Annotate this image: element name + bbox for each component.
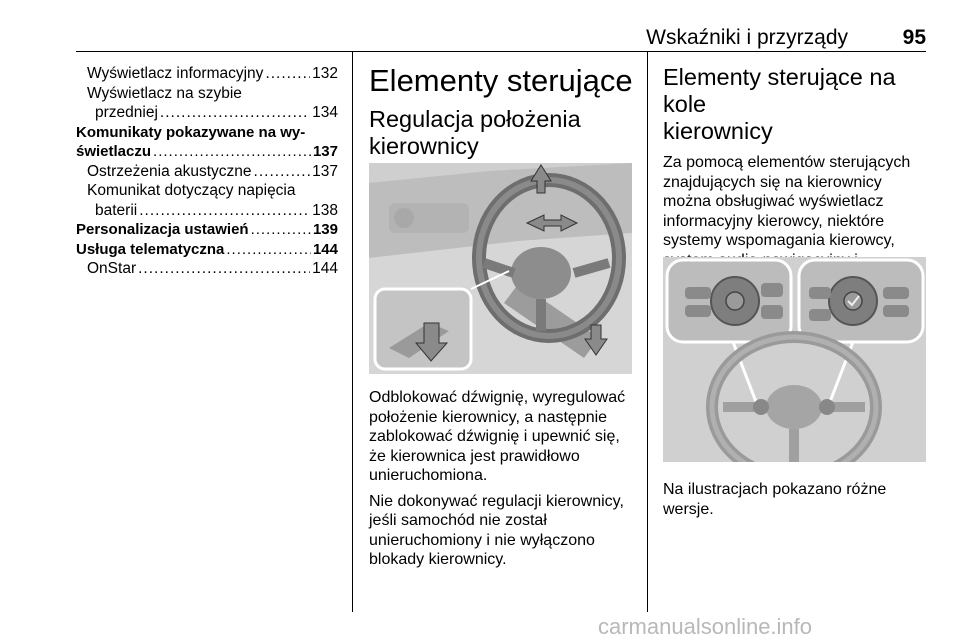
toc-entry[interactable]: Komunikaty pokazywane na wy- — [76, 123, 306, 141]
toc-entry[interactable]: Personalizacja ustawień ..... 139 — [76, 220, 338, 240]
toc-entry[interactable]: świetlaczu ..... 137 — [76, 142, 338, 162]
right-column — [663, 64, 925, 290]
page-number: 95 — [902, 26, 926, 49]
toc-entry[interactable]: OnStar ..... 144 — [76, 259, 338, 279]
page-header — [76, 24, 926, 52]
column-divider-right — [647, 52, 648, 612]
toc-entry[interactable]: baterii ..... 138 — [76, 201, 338, 221]
adjustment-paragraph: Odblokować dźwignię, wyregulować położenie kierownicy, a następnie zablokować dźwignię i upewnić się, że kierownica jest prawidłowo unieruchomiona. — [369, 389, 626, 484]
header-rule — [76, 51, 926, 52]
section-heading: Elementy sterujące — [369, 63, 633, 98]
watermark: carmanualsonline.info — [598, 614, 813, 639]
section-heading-controls: Elementy sterujące na kole kierownicy — [663, 64, 896, 144]
table-of-contents — [76, 64, 338, 279]
column-divider-left — [352, 52, 353, 612]
section-title: Wskaźniki i przyrządy — [646, 26, 848, 49]
toc-entry[interactable]: Ostrzeżenia akustyczne ..... 137 — [76, 162, 338, 182]
adjustment-text — [369, 388, 635, 576]
steering-controls-illustration — [663, 257, 926, 462]
toc-entry[interactable]: Wyświetlacz na szybie — [87, 84, 242, 102]
middle-column — [369, 64, 635, 160]
toc-entry[interactable]: przedniej ..... 134 — [76, 103, 338, 123]
toc-entry[interactable]: Usługa telematyczna ..... 144 — [76, 240, 338, 260]
toc-entry[interactable]: Wyświetlacz informacyjny ..... 132 — [76, 64, 338, 84]
steering-adjustment-illustration — [369, 163, 632, 374]
illustration-caption: Na ilustracjach pokazano różne wersje. — [663, 481, 887, 518]
subsection-heading: Regulacja położenia kierownicy — [369, 106, 581, 159]
controls-paragraph: Za pomocą elementów sterujących znajdujących się na kierownicy można obsługiwać wyświetlacz informacyjny kierowcy, niektóre systemy wspomagania kierowcy, — [663, 154, 911, 249]
warning-paragraph: Nie dokonywać regulacji kierownicy, jeśli samochód nie został unieruchomiony i nie wyłączono blokady kierownicy. — [369, 492, 624, 568]
toc-entry[interactable]: Komunikat dotyczący napięcia — [87, 182, 296, 199]
